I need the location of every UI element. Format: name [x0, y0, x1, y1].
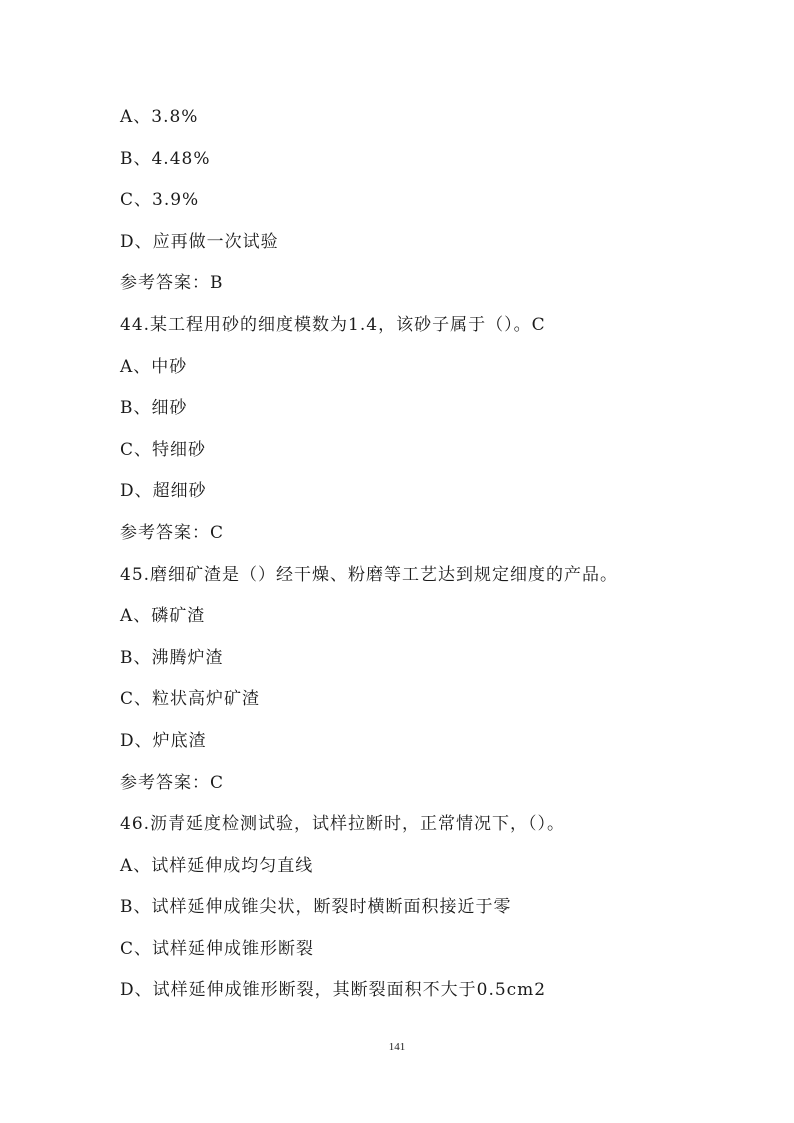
answer-line: 参考答案：B: [120, 273, 224, 294]
option-line: D、试样延伸成锥形断裂，其断裂面积不大于0.5cm2: [120, 980, 547, 1001]
option-line: D、炉底渣: [120, 730, 207, 751]
option-line: D、超细砂: [120, 481, 207, 502]
option-line: A、3.8%: [120, 107, 199, 127]
option-line: B、细砂: [120, 398, 188, 419]
question-line: 46.沥青延度检测试验，试样拉断时，正常情况下，（）。: [120, 814, 566, 835]
page-number: 141: [388, 1041, 406, 1053]
option-line: C、3.9%: [120, 190, 200, 211]
question-line: 45.磨细矿渣是（）经干燥、粉磨等工艺达到规定细度的产品。: [120, 564, 619, 585]
option-line: D、应再做一次试验: [120, 231, 279, 252]
option-line: B、4.48%: [120, 148, 211, 169]
option-line: A、中砂: [120, 356, 188, 377]
option-line: A、磷矿渣: [120, 606, 206, 627]
page-content: [120, 100, 720, 1015]
question-line: 44.某工程用砂的细度模数为1.4，该砂子属于（）。C: [120, 314, 546, 335]
answer-line: 参考答案：C: [120, 522, 225, 543]
option-line: B、试样延伸成锥尖状，断裂时横断面积接近于零: [120, 897, 512, 918]
option-line: A、试样延伸成均匀直线: [120, 855, 314, 876]
option-line: B、沸腾炉渣: [120, 647, 224, 668]
option-line: C、粒状高炉矿渣: [120, 689, 261, 710]
answer-line: 参考答案：C: [120, 772, 225, 793]
option-line: C、特细砂: [120, 439, 207, 460]
option-line: C、试样延伸成锥形断裂: [120, 938, 315, 959]
